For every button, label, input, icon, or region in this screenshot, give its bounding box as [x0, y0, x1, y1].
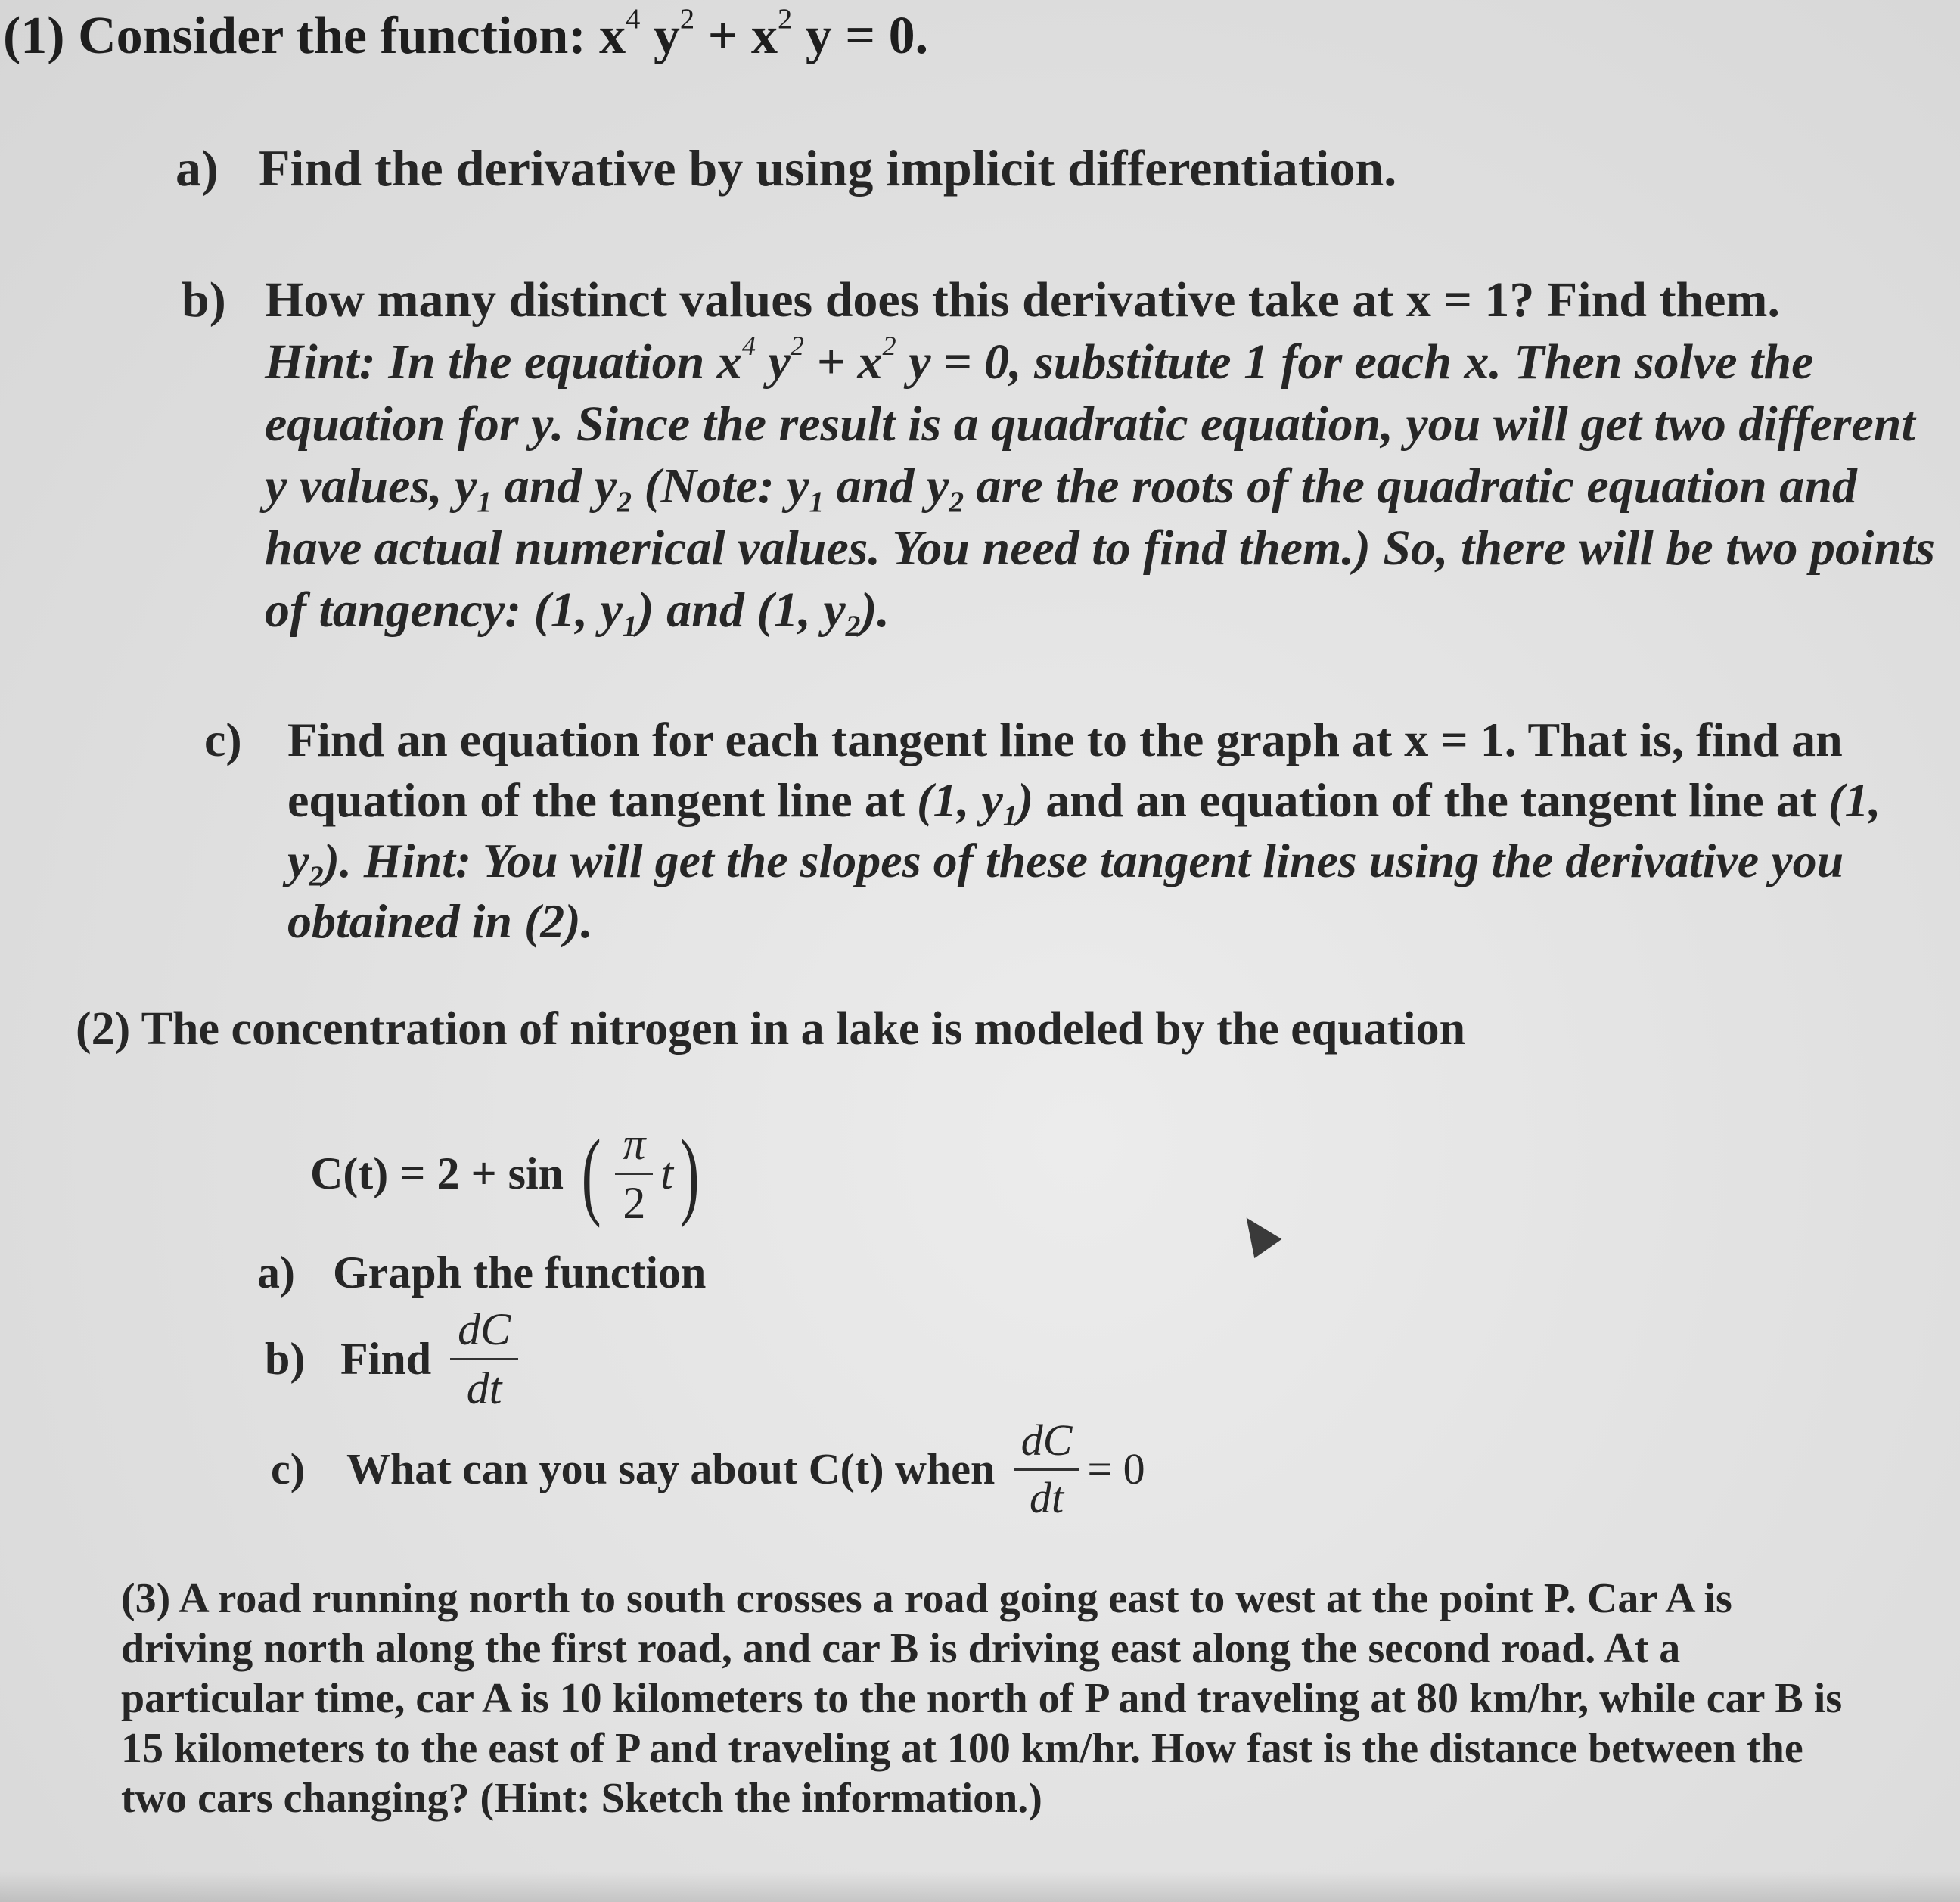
question-2a-text: Graph the function [333, 1248, 707, 1298]
mouse-cursor-icon [1233, 1208, 1282, 1258]
question-1b-text: How many distinct values does this derivative take at x = 1? Find them. [265, 272, 1780, 328]
nitrogen-equation: C(t) = 2 + sin ( $\frac{\pi}{2}$ t) [310, 1116, 706, 1232]
question-1-equation: $x^4$ $y^2 + x^2$ y = 0. [599, 3, 929, 65]
question-1-title [3, 3, 928, 70]
question-1b-body [265, 269, 1944, 642]
pi-over-2-fraction: $\frac{\pi}{2}$ [615, 1116, 653, 1232]
question-1a [175, 136, 1396, 200]
part-label: b) [265, 1334, 306, 1384]
question-1c-body: Find an equation for each tangent line to the graph at x = 1. That is, find an equation of the tangent line at (1, $y_1$) and an equation of the tangent line at (1, $y_2$). Hint: You will get the slopes of these tangent lines using the derivative you obtained in (2). [287, 713, 1881, 948]
screen-bottom-edge [0, 1872, 1960, 1902]
question-2b [265, 1301, 526, 1417]
question-2b-text: Find [340, 1334, 432, 1384]
part-label: c) [271, 1444, 306, 1493]
question-2a [257, 1245, 706, 1301]
dc-dt-fraction: $\frac{dC}{dt}$ [450, 1301, 518, 1417]
question-1-label: (1) Consider the function: [3, 7, 586, 65]
question-2c [271, 1413, 1145, 1525]
question-3: (3) A road running north to south crosses a road going east to west at the point P. Car A is driving north along the first road, and car B is driving east along the second road. At a particular time, car A is 10 kilometers to the north of P and traveling at 80 km/hr, while car B is 15 kilometers to the east of P and traveling at 100 km/hr. How fast is the distance between the two cars changing? (Hint: Sketch the information.) [121, 1575, 1843, 1822]
question-1c [204, 710, 1937, 952]
question-2-title: (2) The concentration of nitrogen in a lake is modeled by the equation [76, 1003, 1466, 1055]
equals-zero: = 0 [1087, 1444, 1145, 1493]
dc-dt-fraction: $\frac{dC}{dt}$ [1014, 1413, 1080, 1525]
question-1b-hint: Hint: In the equation $x^4$ $y^2 + x^2$ y = 0, substitute 1 for each x. Then solve the equation for y. Since the result is a quadratic equation, you will get two different y values, $y_1$ and $y_2$ (Note: $y_1$ and $y_2$ are the roots of the quadratic equation and have actual numerical values. You need to find them.) So, there will be two points of tangency: (1, $y_1$) and (1, $y_2$). [265, 331, 1936, 642]
question-1c-hint: Hint: You will get the slopes of these tangent lines using the derivative you obtained in (2). [287, 834, 1844, 948]
question-1a-text: Find the derivative by using implicit differentiation. [259, 139, 1397, 197]
part-label: b) [182, 272, 226, 328]
part-label: a) [175, 139, 219, 197]
question-1b [182, 269, 1944, 642]
part-label: a) [257, 1248, 295, 1298]
question-2c-text: What can you say about C(t) when [346, 1444, 996, 1493]
part-label: c) [204, 713, 242, 766]
